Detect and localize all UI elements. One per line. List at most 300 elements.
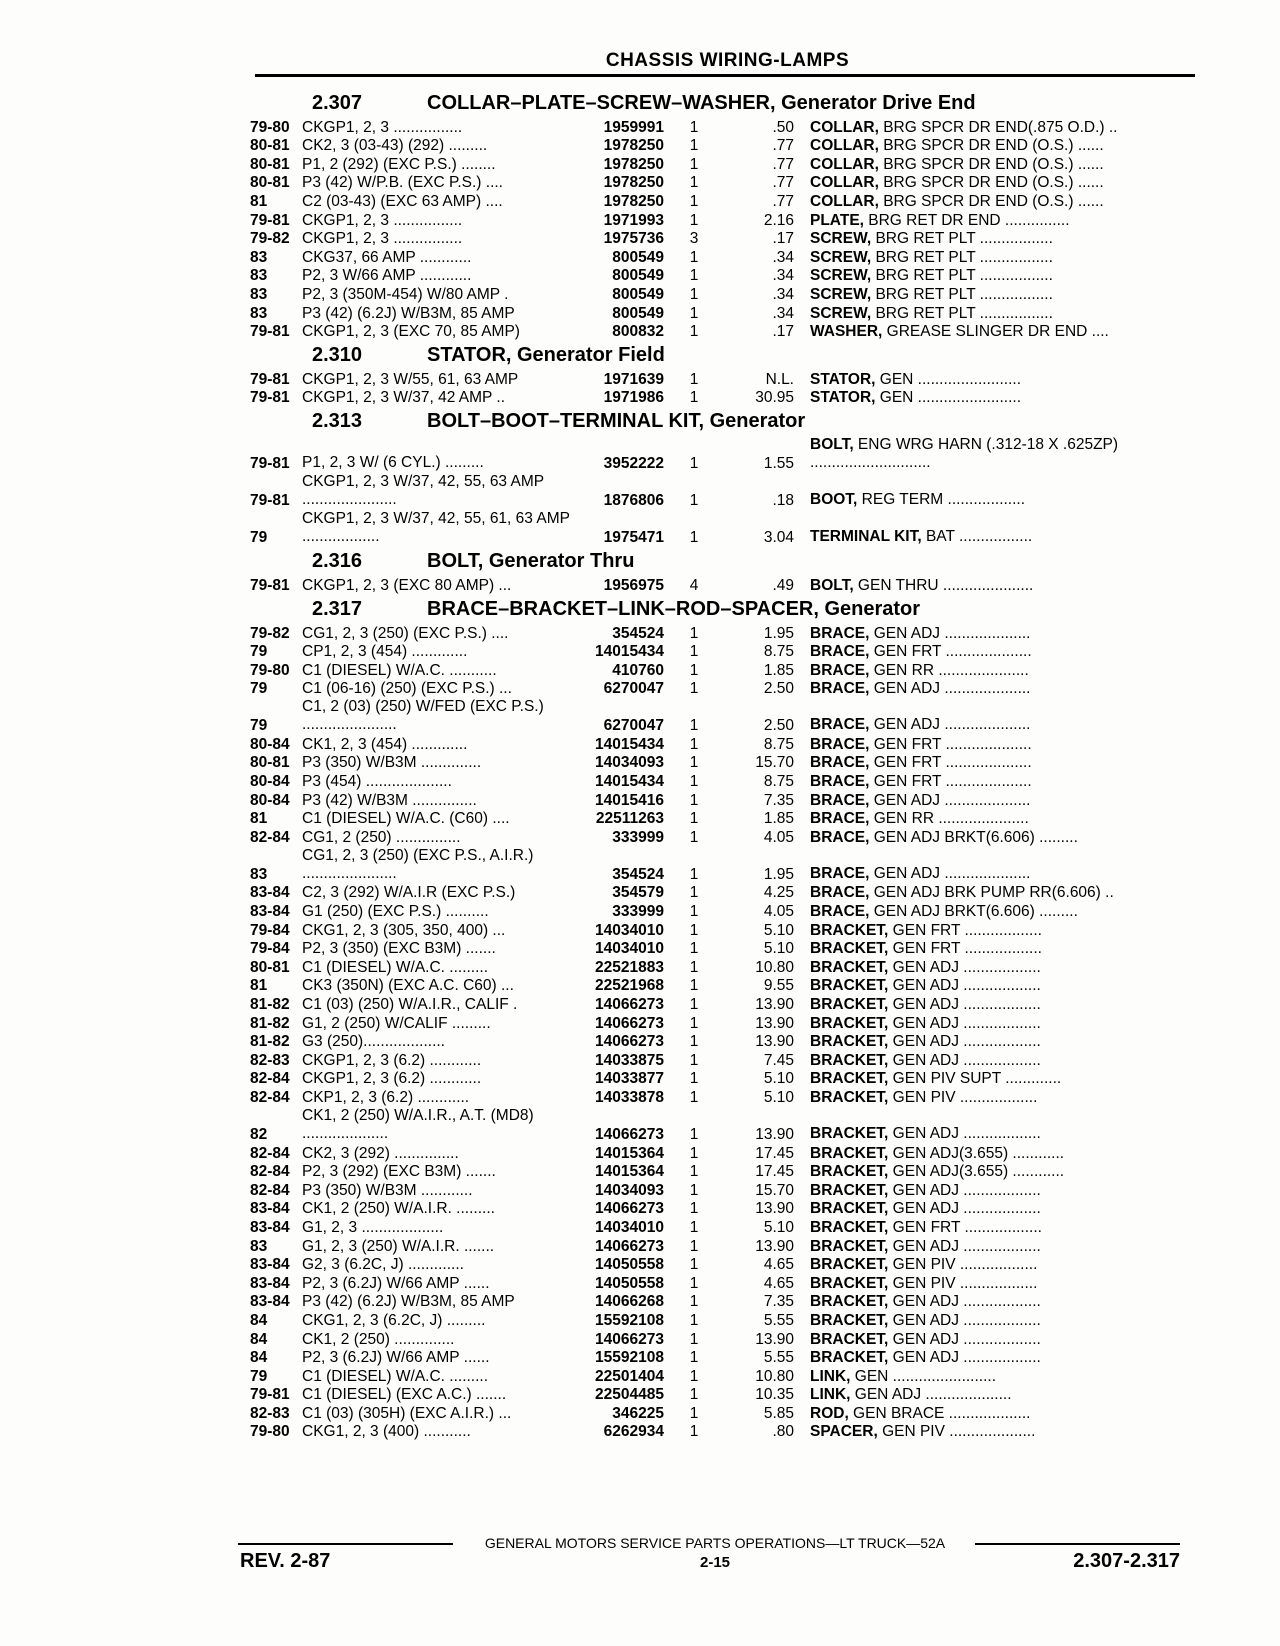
model-application (302, 922, 574, 939)
part-number: 14033877 (595, 1070, 664, 1088)
quantity: 1 (689, 717, 699, 735)
part-number: 1978250 (603, 155, 664, 173)
description-text (810, 137, 1104, 154)
quantity: 1 (689, 1404, 699, 1422)
parts-section (250, 340, 1200, 406)
model-text: CKGP1, 2, 3 ................ (302, 118, 463, 136)
price: 9.55 (763, 977, 794, 995)
description (804, 884, 1190, 901)
quantity: 1 (689, 492, 699, 510)
part-noun: BRACKET, (810, 1237, 889, 1255)
model-text: CK3 (350N) (EXC A.C. C60) ... (302, 977, 514, 995)
description (804, 528, 1190, 546)
description-text (810, 119, 1117, 136)
part-noun: SCREW, (810, 230, 872, 248)
model-years: 80-81 (250, 137, 290, 155)
part-detail: BRG SPCR DR END (O.S.) ...... (878, 155, 1104, 173)
description-text (810, 286, 1053, 303)
model-application (302, 510, 574, 546)
price: 5.10 (763, 940, 794, 958)
table-row (250, 1348, 1200, 1367)
model-text: CP1, 2, 3 (454) ............. (302, 643, 468, 661)
price: 10.35 (755, 1386, 794, 1404)
part-noun: BRACKET, (810, 1256, 889, 1274)
quantity: 1 (689, 1163, 699, 1181)
part-number: 15592108 (595, 1349, 664, 1367)
part-number: 22521883 (595, 958, 664, 976)
description-text (810, 323, 1109, 340)
part-detail: GEN ADJ .................. (888, 977, 1041, 995)
model-application (302, 1368, 574, 1385)
table-row (250, 1236, 1200, 1255)
part-detail: GEN ADJ .................. (888, 1293, 1041, 1311)
table-row (250, 284, 1200, 303)
model-application (302, 1312, 574, 1329)
quantity: 1 (689, 1051, 699, 1069)
model-years: 83-84 (250, 1274, 290, 1292)
table-row (250, 1087, 1200, 1106)
model-text: P2, 3 W/66 AMP ............ (302, 267, 472, 285)
table-row (250, 136, 1200, 155)
model-text: P3 (350) W/B3M .............. (302, 754, 482, 772)
part-detail: BRG RET PLT ................. (871, 267, 1053, 285)
table-row (250, 1255, 1200, 1274)
model-text: P3 (42) (6.2J) W/B3M, 85 AMP (302, 304, 515, 322)
model-years: 80-81 (250, 174, 290, 192)
part-number: 1978250 (603, 174, 664, 192)
part-number: 14050558 (595, 1256, 664, 1274)
description-text (810, 1125, 1190, 1143)
part-detail: GEN ADJ .................. (888, 1237, 1041, 1255)
part-detail: GEN ........................ (875, 370, 1022, 388)
table-row (250, 154, 1200, 173)
part-number: 14066268 (595, 1293, 664, 1311)
table-row (250, 1106, 1200, 1143)
part-detail: GEN PIV .................. (888, 1256, 1038, 1274)
description-text (810, 1015, 1041, 1032)
model-text: C1 (06-16) (250) (EXC P.S.) ... (302, 680, 512, 698)
model-years: 83-84 (250, 1200, 290, 1218)
part-detail: GEN THRU ..................... (853, 576, 1034, 594)
model-text: CKGP1, 2, 3 (EXC 70, 85 AMP) (302, 323, 520, 341)
price: 8.75 (763, 643, 794, 661)
description-text (810, 716, 1190, 734)
description (804, 249, 1190, 266)
price: 1.55 (763, 455, 794, 473)
part-detail: GEN PIV SUPT ............. (888, 1070, 1062, 1088)
description (804, 1200, 1190, 1217)
quantity: 1 (689, 1181, 699, 1199)
price: 13.90 (755, 1033, 794, 1051)
description (804, 940, 1190, 957)
section-title: STATOR, Generator Field (427, 344, 665, 367)
part-noun: BRACE, (810, 791, 870, 809)
quantity: 1 (689, 921, 699, 939)
part-noun: COLLAR, (810, 118, 879, 136)
model-years: 83 (250, 248, 268, 266)
model-years: 80-81 (250, 754, 290, 772)
description (804, 922, 1190, 939)
part-number: 800549 (612, 304, 664, 322)
part-number: 6270047 (603, 717, 664, 735)
table-row (250, 957, 1200, 976)
description-text (810, 1182, 1041, 1199)
part-number: 346225 (612, 1404, 664, 1422)
quantity: 1 (689, 1274, 699, 1292)
model-application (302, 1331, 574, 1348)
price: 1.85 (763, 810, 794, 828)
description (804, 773, 1190, 790)
part-noun: WASHER, (810, 323, 883, 341)
description-text (810, 371, 1021, 388)
model-application (302, 230, 574, 247)
part-noun: BRACE, (810, 735, 870, 753)
price: 1.95 (763, 865, 794, 883)
model-application (302, 1256, 574, 1273)
part-noun: BRACKET, (810, 1088, 889, 1106)
table-row (250, 1273, 1200, 1292)
price: 5.55 (763, 1349, 794, 1367)
model-years: 79-81 (250, 323, 290, 341)
part-number: 14066273 (595, 1014, 664, 1032)
model-years: 79-80 (250, 118, 290, 136)
part-number: 14015416 (595, 791, 664, 809)
part-detail: GEN ADJ .................... (869, 680, 1031, 698)
description (804, 193, 1190, 210)
part-detail: BRG RET PLT ................. (871, 304, 1053, 322)
part-detail: GEN FRT .................... (869, 773, 1032, 791)
quantity: 1 (689, 773, 699, 791)
description (804, 1052, 1190, 1069)
model-application (302, 662, 574, 679)
part-number: 3952222 (603, 455, 664, 473)
part-noun: TERMINAL KIT, (810, 528, 922, 546)
model-text: CK1, 2, 3 (454) ............. (302, 735, 468, 753)
part-noun: SCREW, (810, 267, 872, 285)
part-noun: BRACKET, (810, 1330, 889, 1348)
model-text: C2, 3 (292) W/A.I.R (EXC P.S.) (302, 884, 516, 902)
description-text (810, 1386, 1012, 1403)
part-detail: BRG SPCR DR END (O.S.) ...... (878, 137, 1104, 155)
quantity: 1 (689, 624, 699, 642)
model-application (302, 698, 574, 734)
price: 8.75 (763, 735, 794, 753)
description-text (810, 810, 1029, 827)
section-heading (250, 340, 1200, 369)
model-years: 82 (250, 1125, 268, 1143)
model-years: 79-81 (250, 1386, 290, 1404)
part-number: 1978250 (603, 192, 664, 210)
quantity: 1 (689, 1200, 699, 1218)
description (804, 174, 1190, 191)
part-detail: GEN ADJ .................... (869, 716, 1031, 734)
model-application (302, 119, 574, 136)
model-application (302, 884, 574, 901)
quantity: 1 (689, 323, 699, 341)
model-application (302, 137, 574, 154)
table-row (250, 623, 1200, 642)
part-number: 14050558 (595, 1274, 664, 1292)
model-years: 79 (250, 680, 268, 698)
model-text: CKP1, 2, 3 (6.2) ............ (302, 1088, 470, 1106)
description-text (810, 212, 1070, 229)
part-noun: BRACE, (810, 661, 870, 679)
price: .50 (772, 118, 794, 136)
model-years: 79 (250, 643, 268, 661)
part-detail: GEN ADJ .................. (888, 958, 1041, 976)
table-row (250, 1403, 1200, 1422)
footer-rule-left (238, 1543, 453, 1545)
description (804, 1405, 1190, 1422)
model-years: 82-84 (250, 1181, 290, 1199)
table-row (250, 1366, 1200, 1385)
model-years: 79-80 (250, 661, 290, 679)
quantity: 1 (689, 1256, 699, 1274)
part-noun: BRACKET, (810, 921, 889, 939)
model-years: 80-81 (250, 958, 290, 976)
price: 2.50 (763, 717, 794, 735)
price: N.L. (765, 370, 794, 388)
model-application (302, 643, 574, 660)
description-text (810, 1312, 1041, 1329)
part-number: 14066273 (595, 1330, 664, 1348)
model-text: CKG1, 2, 3 (400) ........... (302, 1423, 471, 1441)
model-application (302, 286, 574, 303)
model-application (302, 212, 574, 229)
part-number: 14033875 (595, 1051, 664, 1069)
model-text: C1 (DIESEL) (EXC A.C.) ....... (302, 1386, 507, 1404)
model-text: CK2, 3 (292) ............... (302, 1144, 459, 1162)
model-application (302, 736, 574, 753)
part-noun: BRACKET, (810, 1311, 889, 1329)
section-number: 2.316 (312, 550, 363, 573)
quantity: 1 (689, 940, 699, 958)
model-text: CKGP1, 2, 3 W/55, 61, 63 AMP (302, 370, 519, 388)
part-detail: GEN ADJ .................. (888, 1051, 1041, 1069)
part-number: 1956975 (603, 576, 664, 594)
table-row (250, 1329, 1200, 1348)
part-noun: BRACKET, (810, 958, 889, 976)
price: 15.70 (755, 1181, 794, 1199)
description (804, 1386, 1190, 1403)
price: 5.85 (763, 1404, 794, 1422)
model-years: 83 (250, 1237, 268, 1255)
part-detail: GREASE SLINGER DR END .... (882, 323, 1109, 341)
section-number: 2.310 (312, 344, 363, 367)
part-number: 14066273 (595, 996, 664, 1013)
part-detail: GEN ........................ (850, 1367, 997, 1385)
description-text (810, 1145, 1064, 1162)
description-text (810, 1238, 1041, 1255)
model-years: 79-84 (250, 940, 290, 958)
price: 4.65 (763, 1274, 794, 1292)
model-application (302, 1293, 574, 1310)
table-row (250, 1013, 1200, 1032)
price: .77 (772, 174, 794, 192)
model-years: 81 (250, 810, 268, 828)
description (804, 662, 1190, 679)
parts-list (250, 88, 1200, 1440)
model-text: P3 (42) (6.2J) W/B3M, 85 AMP (302, 1293, 515, 1311)
description-text (810, 1293, 1041, 1310)
part-number: 14034093 (595, 1181, 664, 1199)
description (804, 959, 1190, 976)
model-application (302, 1200, 574, 1217)
table-row (250, 1199, 1200, 1218)
header-rule (255, 74, 1195, 77)
price: 7.45 (763, 1051, 794, 1069)
part-detail: GEN ADJ .................. (888, 1349, 1041, 1367)
part-detail: GEN ADJ BRKT(6.606) ......... (869, 903, 1078, 921)
description (804, 323, 1190, 340)
quantity: 1 (689, 137, 699, 155)
quantity: 1 (689, 1014, 699, 1032)
model-years: 83-84 (250, 1256, 290, 1274)
model-years: 84 (250, 1311, 268, 1329)
model-application (302, 959, 574, 976)
price: 7.35 (763, 1293, 794, 1311)
model-application (302, 454, 574, 472)
section-title: BOLT, Generator Thru (427, 550, 635, 573)
part-number: 1959991 (603, 118, 664, 136)
quantity: 1 (689, 661, 699, 679)
part-number: 800549 (612, 285, 664, 303)
model-application (302, 847, 574, 883)
quantity: 1 (689, 1386, 699, 1404)
model-years: 81-82 (250, 1033, 290, 1051)
description (804, 643, 1190, 660)
description-text (810, 1275, 1037, 1292)
model-application (302, 156, 574, 173)
price: 17.45 (755, 1163, 794, 1181)
description (804, 1163, 1190, 1180)
part-noun: ROD, (810, 1404, 849, 1422)
table-row (250, 753, 1200, 772)
part-noun: BRACE, (810, 624, 870, 642)
quantity: 1 (689, 389, 699, 407)
model-years: 79-80 (250, 1423, 290, 1441)
price: 5.10 (763, 1070, 794, 1088)
model-text: P3 (42) W/B3M ............... (302, 791, 477, 809)
model-years: 82-83 (250, 1404, 290, 1422)
price: 13.90 (755, 996, 794, 1013)
model-text: P3 (42) W/P.B. (EXC P.S.) .... (302, 174, 503, 192)
model-text: P2, 3 (6.2J) W/66 AMP ...... (302, 1274, 490, 1292)
price: .49 (772, 576, 794, 594)
section-number: 2.307 (312, 92, 363, 114)
model-years: 80-81 (250, 155, 290, 173)
quantity: 4 (689, 576, 699, 594)
table-row (250, 994, 1200, 1013)
description (804, 267, 1190, 284)
description-text (810, 230, 1053, 247)
part-number: 14034010 (595, 921, 664, 939)
part-detail: BRG SPCR DR END(.875 O.D.) .. (878, 118, 1118, 136)
model-application (302, 473, 574, 509)
description-text (810, 625, 1030, 642)
description (804, 680, 1190, 697)
table-row (250, 1032, 1200, 1051)
quantity: 1 (689, 1125, 699, 1143)
model-application (302, 1405, 574, 1422)
part-number: 14066273 (595, 1033, 664, 1051)
part-noun: BRACKET, (810, 1070, 889, 1088)
description-text (810, 754, 1032, 771)
description (804, 736, 1190, 753)
section-heading (250, 546, 1200, 575)
part-number: 15592108 (595, 1311, 664, 1329)
part-number: 1978250 (603, 137, 664, 155)
part-detail: GEN FRT .................... (869, 643, 1032, 661)
part-number: 22501404 (595, 1367, 664, 1385)
table-row (250, 1292, 1200, 1311)
model-text: CK1, 2 (250) W/A.I.R., A.T. (MD8) .................... (302, 1106, 534, 1142)
part-number: 14066273 (595, 1200, 664, 1218)
description-text (810, 773, 1032, 790)
part-detail: GEN ADJ .................. (888, 1311, 1041, 1329)
part-number: 14033878 (595, 1088, 664, 1106)
description-text (810, 1052, 1041, 1069)
quantity: 1 (689, 155, 699, 173)
table-row (250, 247, 1200, 266)
model-text: CKGP1, 2, 3 ................ (302, 230, 463, 248)
model-application (302, 1275, 574, 1292)
price: 13.90 (755, 1330, 794, 1348)
quantity: 1 (689, 1311, 699, 1329)
model-text: C1, 2 (03) (250) W/FED (EXC P.S.) ...................... (302, 698, 544, 734)
description (804, 230, 1190, 247)
part-noun: BRACKET, (810, 1181, 889, 1199)
description (804, 754, 1190, 771)
price: .77 (772, 192, 794, 210)
quantity: 1 (689, 1367, 699, 1385)
model-application (302, 1219, 574, 1236)
table-row (250, 173, 1200, 192)
model-application (302, 1182, 574, 1199)
model-application (302, 1386, 574, 1403)
model-years: 79 (250, 1367, 268, 1385)
model-text: CKGP1, 2, 3 (6.2) ............ (302, 1070, 482, 1088)
description (804, 1219, 1190, 1236)
model-text: C1 (DIESEL) W/A.C. ........... (302, 661, 497, 679)
description (804, 389, 1190, 406)
section-number: 2.317 (312, 597, 363, 620)
quantity: 1 (689, 1237, 699, 1255)
description (804, 1331, 1190, 1348)
description (804, 1033, 1190, 1050)
description-text (810, 1331, 1041, 1348)
quantity: 1 (689, 211, 699, 229)
part-detail: GEN PIV .................. (888, 1088, 1038, 1106)
model-text: CK1, 2 (250) .............. (302, 1330, 455, 1348)
part-noun: BRACKET, (810, 1033, 889, 1051)
model-years: 82-84 (250, 828, 290, 846)
table-row (250, 388, 1200, 407)
model-application (302, 1070, 574, 1087)
model-text: C1 (03) (250) W/A.I.R., CALIF . (302, 996, 518, 1013)
part-noun: COLLAR, (810, 137, 879, 155)
quantity: 1 (689, 903, 699, 921)
price: 13.90 (755, 1200, 794, 1218)
parts-section (250, 406, 1200, 546)
part-number: 333999 (612, 903, 664, 921)
table-row (250, 809, 1200, 828)
description-text (810, 1405, 1030, 1422)
model-application (302, 903, 574, 920)
part-noun: BRACE, (810, 754, 870, 772)
description (804, 810, 1190, 827)
quantity: 1 (689, 267, 699, 285)
